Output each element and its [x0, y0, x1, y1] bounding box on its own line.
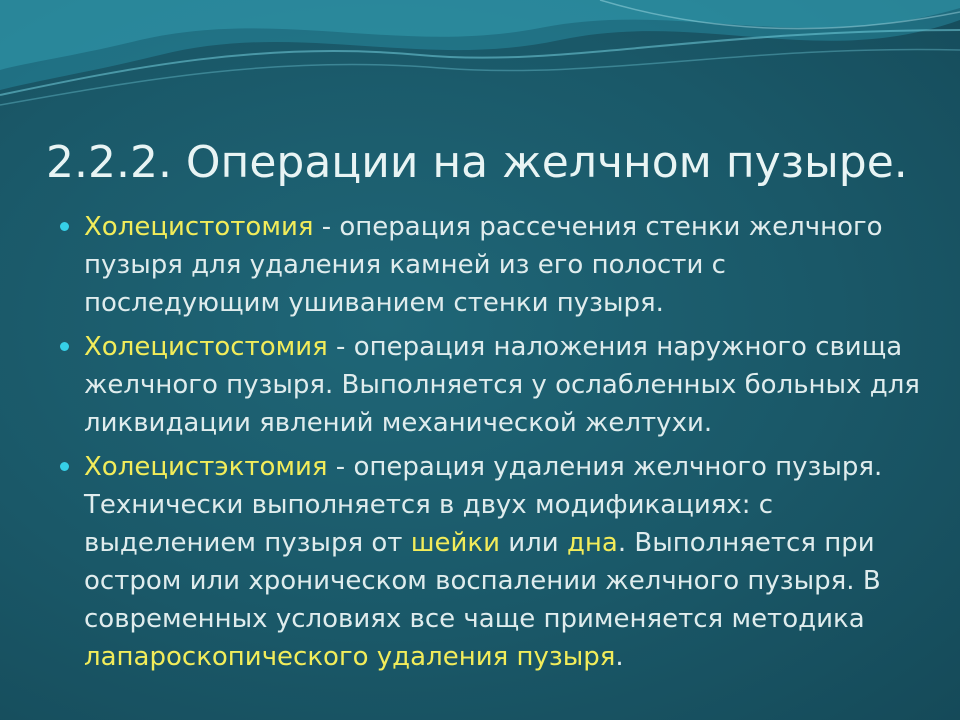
wave-decoration: [0, 0, 960, 120]
slide-title: 2.2.2. Операции на желчном пузыре.: [46, 137, 908, 188]
list-item-cholecystostomy: [60, 328, 920, 442]
bullet-icon: [60, 342, 69, 351]
definition-cholecystectomy-part-3: . Выполняется при остром или хроническом воспалении желчного пузыря. В современных условиях все чаще применяется методика: [84, 528, 881, 634]
bullet-icon: [60, 222, 69, 231]
term-cholecystectomy: Холецистэктомия: [84, 452, 328, 482]
definition-cholecystotomy: - операция рассечения стенки желчного пузыря для удаления камней из его полости с последующим ушиванием стенки пузыря.: [84, 212, 883, 318]
highlight-laparoscopic: лапароскопического удаления пузыря: [84, 642, 616, 672]
definition-cholecystostomy: - операция наложения наружного свища желчного пузыря. Выполняется у ослабленных больных для ликвидации явлений механической желтухи.: [84, 332, 920, 438]
definition-cholecystectomy-part-4: .: [615, 642, 624, 672]
definition-cholecystectomy-part-1: - операция удаления желчного пузыря. Технически выполняется в двух модификациях: с выделением пузыря от: [84, 452, 883, 558]
highlight-fundus: дна: [566, 528, 618, 558]
term-cholecystotomy: Холецистотомия: [84, 212, 314, 242]
definition-cholecystectomy-part-2: или: [499, 528, 567, 558]
highlight-neck: шейки: [410, 528, 500, 558]
bullet-icon: [60, 462, 69, 471]
term-cholecystostomy: Холецистостомия: [84, 332, 328, 362]
list-item-cholecystotomy: [60, 208, 920, 322]
bullet-list: [60, 208, 920, 682]
list-item-cholecystectomy: [60, 448, 920, 676]
